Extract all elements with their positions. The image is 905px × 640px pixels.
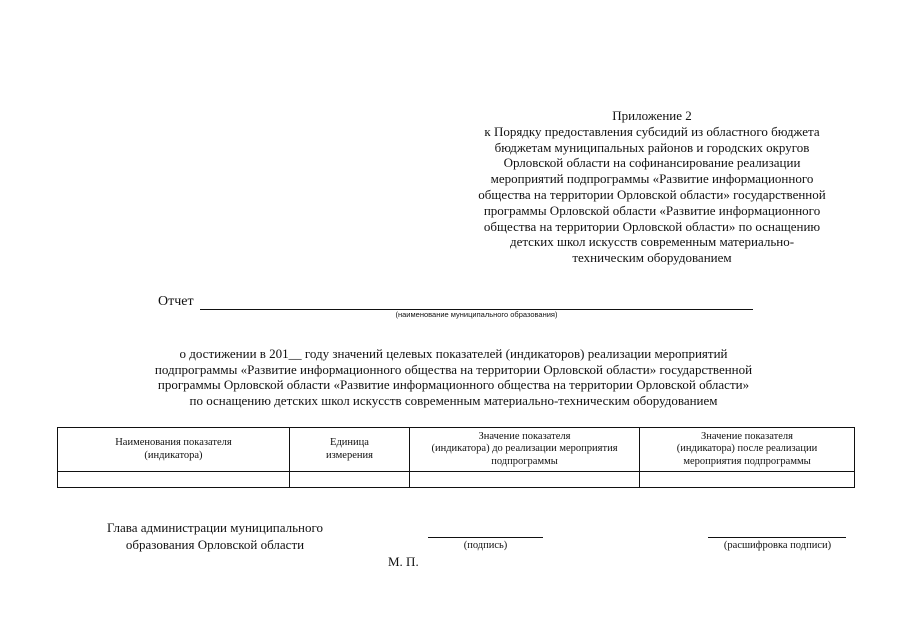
appendix-line: мероприятий подпрограммы «Развитие информационного [490, 171, 814, 187]
appendix-line: общества на территории Орловской области» государственной [478, 186, 826, 202]
appendix-line: общества на территории Орловской области» по оснащению [483, 218, 821, 234]
title-line: программы Орловской области «Развитие информационного общества на территории Орловской области» [157, 377, 750, 392]
appendix-line: Приложение 2 [612, 108, 692, 123]
signature-line[interactable] [428, 537, 543, 538]
header-indicator-name: Наименования показателя (индикатора) [58, 428, 290, 472]
appendix-line: техническим оборудованием [572, 250, 732, 266]
table-cell[interactable] [58, 472, 290, 488]
table-row [58, 472, 855, 488]
appendix-header [452, 108, 852, 266]
title-line: по оснащению детских школ искусств современным материально-техническим оборудованием [189, 392, 718, 408]
stamp-label: М. П. [388, 554, 419, 569]
report-title [90, 346, 817, 408]
title-line: о достижении в 201__ году значений целевых показателей (индикаторов) реализации мероприятий [179, 346, 728, 361]
appendix-line: Орловской области на софинансирование реализации [503, 155, 801, 171]
appendix-line: к Порядку предоставления субсидий из областного бюджета [484, 123, 820, 139]
head-title-line: Глава администрации муниципального [106, 520, 324, 535]
header-value-after: Значение показателя (индикатора) после реализации мероприятия подпрограммы [640, 428, 855, 472]
decoding-caption: (расшифровка подписи) [723, 540, 832, 551]
decoding-line[interactable] [708, 537, 846, 538]
appendix-line: детских школ искусств современным материально- [509, 234, 795, 250]
appendix-line: бюджетам муниципальных районов и городских округов [494, 139, 810, 155]
head-title-line: образования Орловской области [125, 537, 305, 552]
report-label: Отчет [158, 294, 194, 309]
head-title [80, 519, 350, 553]
table-cell[interactable] [410, 472, 640, 488]
table-cell[interactable] [290, 472, 410, 488]
indicators-table [57, 427, 855, 488]
title-line: подпрограммы «Развитие информационного общества на территории Орловской области» государственной [154, 361, 753, 377]
table-header-row [58, 428, 855, 472]
table-cell[interactable] [640, 472, 855, 488]
report-caption: (наименование муниципального образования) [395, 310, 558, 319]
signature-caption: (подпись) [463, 540, 508, 551]
appendix-line: программы Орловской области «Развитие информационного [483, 202, 821, 218]
header-value-before: Значение показателя (индикатора) до реализации мероприятия подпрограммы [410, 428, 640, 472]
header-unit: Единица измерения [290, 428, 410, 472]
